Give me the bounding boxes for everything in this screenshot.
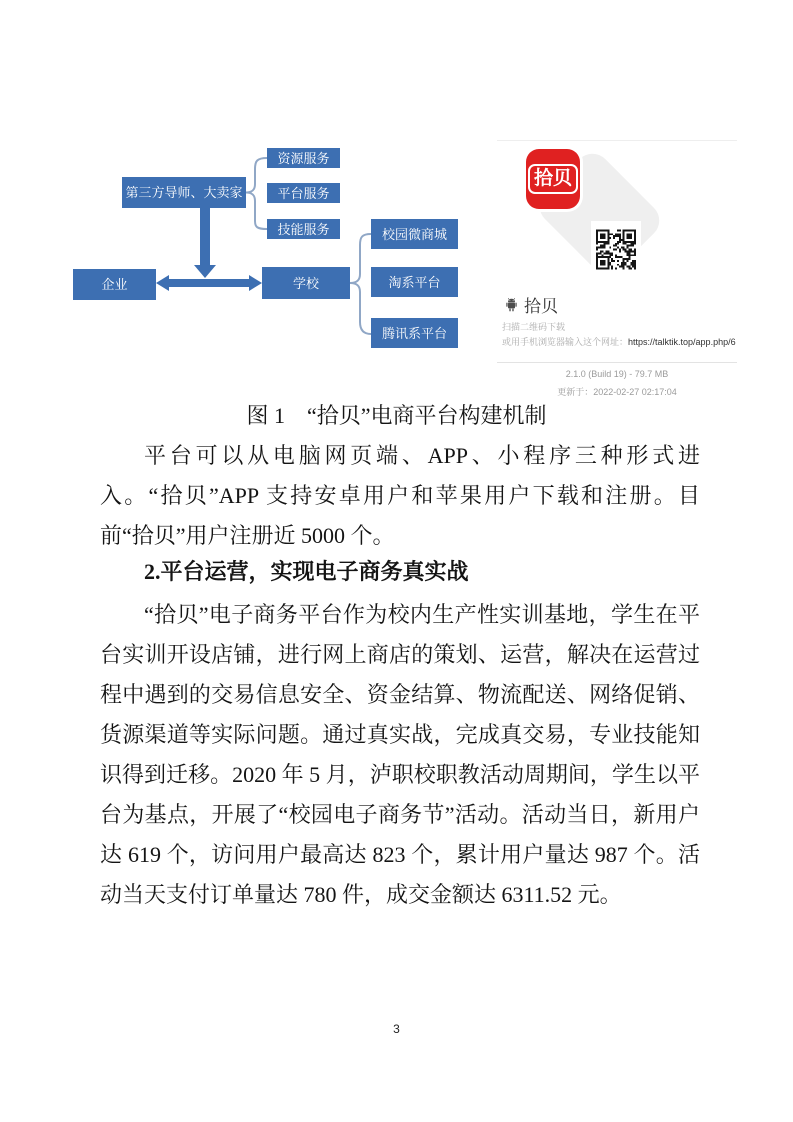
app-panel-top-border [497,140,737,141]
url-hint [502,335,736,348]
app-panel-divider [497,362,737,363]
diagram-box-campus-mall: 校园微商城 [371,219,458,249]
diagram-box-tao-platform: 淘系平台 [371,267,458,297]
mentor-down-arrow [194,208,216,278]
app-version-info: 2.1.0 (Build 19) - 79.7 MB [565,369,669,379]
mentor-services-brace [246,158,267,229]
diagram-box-service-platform: 平台服务 [267,183,340,203]
diagram-box-school: 学校 [262,267,350,299]
qr-code-image [596,227,636,272]
section-heading-2: 2.平台运营，实现电子商务真实战 [144,559,469,584]
figure-caption: 图 1 “拾贝”电商平台构建机制 [246,403,547,428]
android-icon [505,298,518,312]
diagram-box-enterprise: 企业 [73,269,156,300]
diagram-box-service-skills: 技能服务 [267,219,340,239]
scan-hint: 扫描二维码下载 [502,322,566,332]
download-url: https://talktik.top/app.php/6 [628,337,736,347]
diagram-box-mentor: 第三方导师、大卖家 [122,177,246,208]
paragraph-platform-entry: 平台可以从电脑网页端、APP、小程序三种形式进入。“拾贝”APP 支持安卓用户和苹果用户下载和注册。目前“拾贝”用户注册近 5000 个。 [100,443,700,548]
diagram-box-tencent-platform: 腾讯系平台 [371,318,458,348]
app-name-row [505,292,558,317]
app-name: 拾贝 [524,297,558,316]
qr-code [591,221,641,277]
diagram-box-service-resources: 资源服务 [267,148,340,168]
url-hint-prefix: 或用手机浏览器输入这个网址： [502,337,629,347]
school-platforms-brace [350,234,371,334]
figure-1 [60,140,760,402]
enterprise-school-arrow [156,275,262,291]
paragraph-platform-operation: “拾贝”电子商务平台作为校内生产性实训基地，学生在平台实训开设店铺，进行网上商店的策划、运营，解决在运营过程中遇到的交易信息安全、资金结算、物流配送、网络促销、货源渠道等实际问题。通过真实战，完成真交易，专业技能知识得到迁移。2020 年 5 月，泸职校职教活动周期间，学生以平台为基点，开展了“校园电子商务节”活动。活动当日，新用户达 619 个，访问用户最高达 823 个，累计用户量达 987 个。活动当天支付订单量达 780 件，成交金额达 6311.52 元。 [100,602,700,907]
page-number: 3 [393,1022,400,1036]
app-updated-info: 更新于：2022-02-27 02:17:04 [557,387,677,397]
app-icon-label: 拾贝 [528,164,578,195]
app-icon [526,149,580,209]
